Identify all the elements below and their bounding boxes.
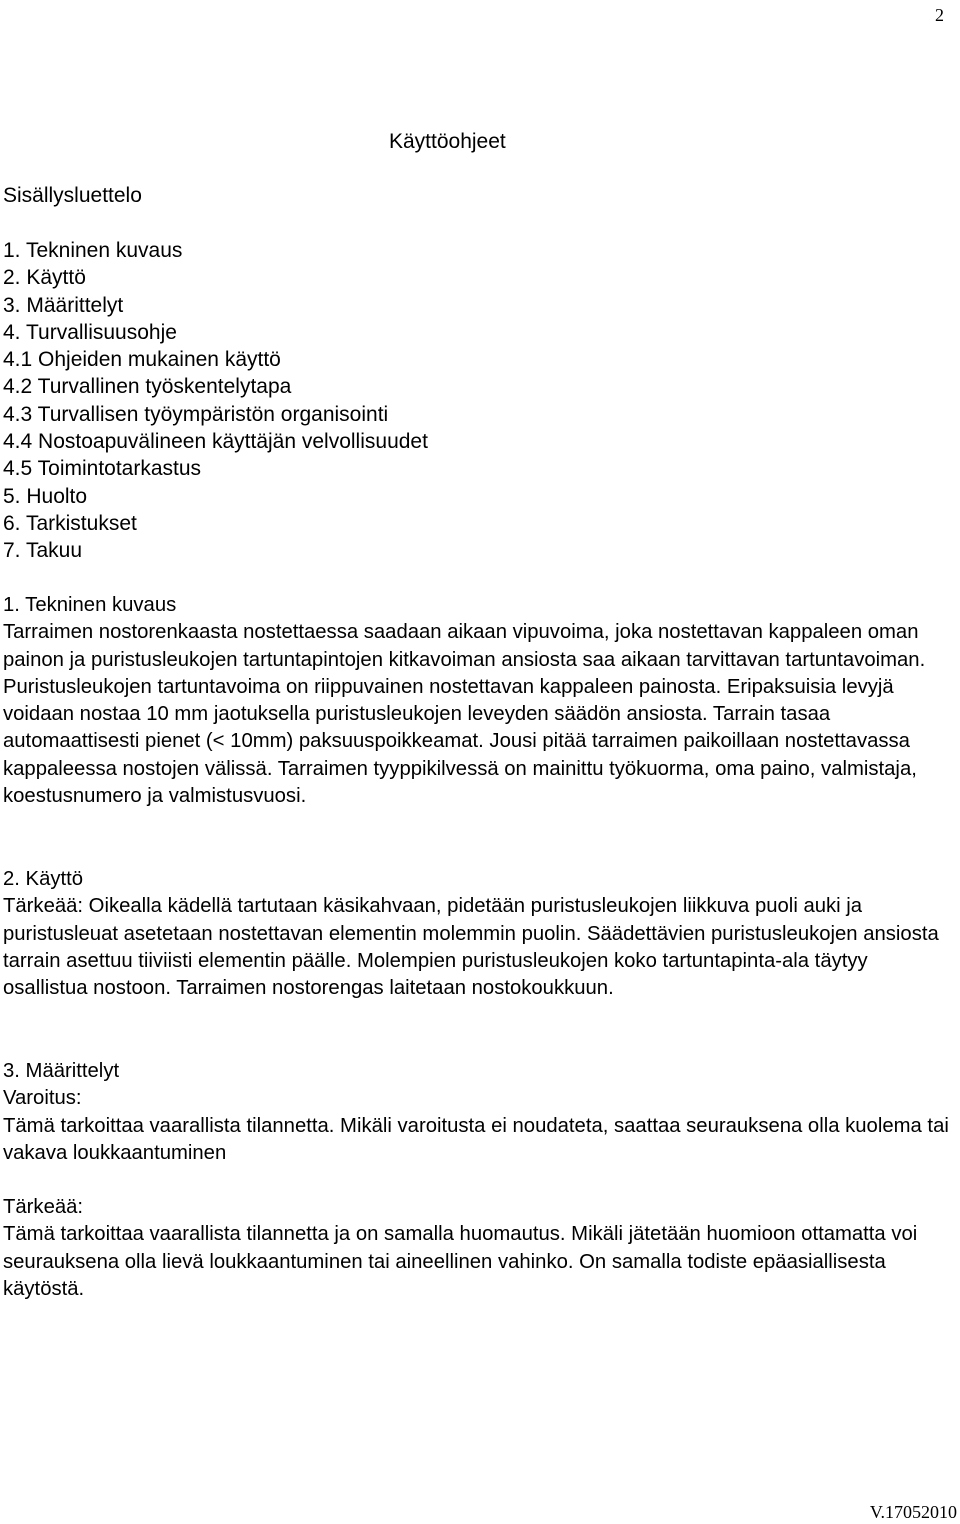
important-label: Tärkeää:	[3, 1196, 84, 1218]
toc-item-maarittelyt: 3. Määrittelyt	[3, 293, 124, 317]
toc-item-kayttajan-velvollisuudet: 4.4 Nostoapuvälineen käyttäjän velvollisuudet	[3, 430, 428, 454]
section-tekninen-kuvaus	[3, 592, 957, 810]
section-heading: 3. Määrittelyt	[3, 1060, 120, 1082]
section-body: Tarraimen nostorenkaasta nostettaessa saadaan aikaan vipuvoima, joka nostettavan kappaleen oman painon ja puristusleukojen tartuntapintojen kitkavoiman ansiosta saa aikaan tarvittavan tartuntavoiman. Puristusleukojen tartuntavoima on riippuvainen nostettavan kappaleen painosta. Eripaksuisia levyjä voidaan nostaa 10 mm jaotuksella puristusleukojen leveyden säädön ansiosta. Tarrain tasaa automaattisesti pienet (< 10mm) paksuuspoikkeamat. Jousi pitää tarraimen paikoillaan nostettavassa kappaleessa nostojen välissä. Tarraimen tyyppikilvessä on mainittu työkuorma, oma paino, valmistaja, koestusnumero ja valmistusvuosi.	[3, 621, 926, 808]
toc-item-toimintotarkastus: 4.5 Toimintotarkastus	[3, 457, 202, 481]
section-maarittelyt	[3, 1058, 957, 1167]
toc-item-kaytto: 2. Käyttö	[3, 266, 86, 290]
section-heading: 2. Käyttö	[3, 868, 84, 890]
toc-heading: Sisällysluettelo	[3, 184, 142, 207]
section-body: Tärkeää: Oikealla kädellä tartutaan käsikahvaan, pidetään puristusleukojen liikkuva puoli auki ja puristusleuat asetetaan nostettavan elementin molemmin puolin. Säädettävien puristusleukojen ansiosta tarrain asettuu tiiviisti elementin päälle. Molempien puristusleukojen koko tartuntapinta-ala täytyy osallistua nostoon. Tarraimen nostorengas laitetaan nostokoukkuun.	[3, 895, 939, 1000]
table-of-contents	[3, 237, 428, 565]
document-title: Käyttöohjeet	[389, 130, 506, 153]
warning-label: Varoitus:	[3, 1087, 82, 1110]
toc-item-tarkistukset: 6. Tarkistukset	[3, 511, 137, 535]
version-code: V.17052010	[869, 1502, 957, 1522]
section-heading: 1. Tekninen kuvaus	[3, 594, 177, 616]
warning-text: Tämä tarkoittaa vaarallista tilannetta. Mikäli varoitusta ei noudateta, saattaa seurauksena olla kuolema tai vakava loukkaantuminen	[3, 1114, 949, 1164]
toc-item-ohjeiden-mukainen-kaytto: 4.1 Ohjeiden mukainen käyttö	[3, 348, 281, 372]
toc-item-huolto: 5. Huolto	[3, 484, 88, 508]
toc-item-tyoympariston-organisointi: 4.3 Turvallisen työympäristön organisointi	[3, 402, 389, 426]
section-kaytto	[3, 866, 957, 1002]
important-text: Tämä tarkoittaa vaarallista tilannetta ja on samalla huomautus. Mikäli jätetään huomioon ottamatta voi seurauksena olla lievä loukkaantuminen tai aineellinen vahinko. On samalla todiste epäasiallisesta käytöstä.	[3, 1223, 918, 1300]
page-number: 2	[935, 5, 944, 25]
section-maarittelyt-important	[3, 1194, 957, 1303]
toc-item-takuu: 7. Takuu	[3, 539, 83, 563]
toc-item-tekninen-kuvaus: 1. Tekninen kuvaus	[3, 239, 183, 262]
toc-item-turvallisuusohje: 4. Turvallisuusohje	[3, 320, 177, 344]
toc-item-turvallinen-tyoskentelytapa: 4.2 Turvallinen työskentelytapa	[3, 375, 292, 399]
